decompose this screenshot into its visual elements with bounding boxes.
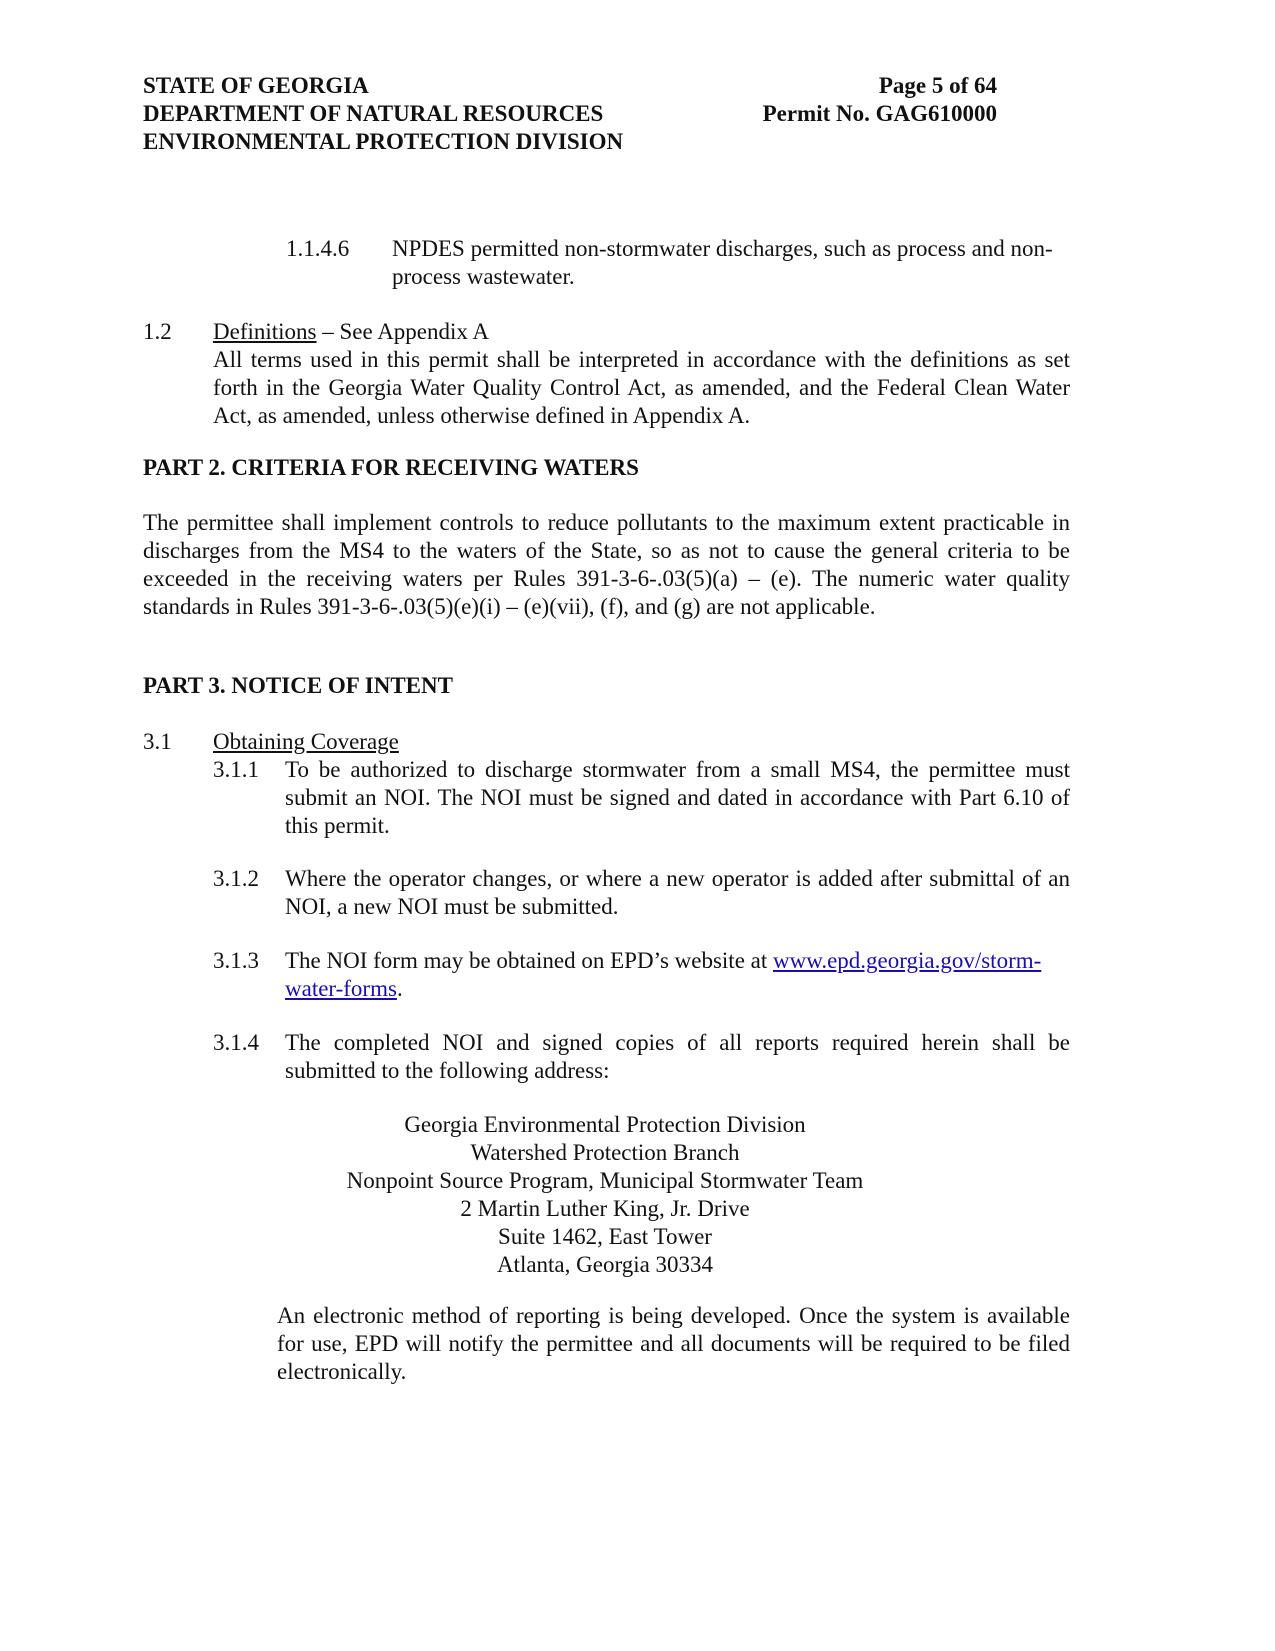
part2-text: The permittee shall implement controls to reduce pollutants to the maximum extent practicable in discharges from the MS4 to the waters of the State, so as not to cause the general criteria to be exceeded in the receiving waters per Rules 391-3-6-.03(5)(a) – (e). The numeric water quality standards in Rules 391-3-6-.03(5)(e)(i) – (e)(vii), (f), and (g) are not applicable. [143,510,1070,619]
section-number-314: 3.1.4 [213,1030,259,1055]
definitions-title-line [213,318,1073,346]
address-line: Suite 1462, East Tower [498,1224,712,1249]
storm-water-forms-link[interactable]: www.epd.georgia.gov/storm-water-forms [285,948,1042,1001]
definitions-title-suffix: – See Appendix A [316,319,489,344]
header-department: DEPARTMENT OF NATURAL RESOURCES [143,101,604,126]
section-number-1146: 1.1.4.6 [286,236,350,261]
mailing-address [305,1111,905,1279]
page-number: Page 5 of 64 [878,73,997,98]
address-line: Watershed Protection Branch [470,1140,740,1165]
permit-number: Permit No. GAG610000 [762,101,997,126]
definitions-title: Definitions [213,319,317,344]
section-text-313-after: . [396,976,403,1001]
section-number-313: 3.1.3 [213,948,259,973]
part3-heading: PART 3. NOTICE OF INTENT [143,673,453,698]
section-text-313-before: The NOI form may be obtained on EPD’s website at [285,948,773,973]
address-line: 2 Martin Luther King, Jr. Drive [460,1196,750,1221]
section-number-311: 3.1.1 [213,757,259,782]
header-division: ENVIRONMENTAL PROTECTION DIVISION [143,129,624,154]
address-line: Georgia Environmental Protection Division [404,1112,806,1137]
section-number-12: 1.2 [143,319,172,344]
section-number-312: 3.1.2 [213,866,259,891]
part2-heading: PART 2. CRITERIA FOR RECEIVING WATERS [143,455,639,480]
section-text-1146: NPDES permitted non-stormwater discharges, such as process and non-process wastewater. [392,236,1053,289]
address-line: Atlanta, Georgia 30334 [496,1252,714,1277]
obtaining-coverage-title: Obtaining Coverage [213,729,399,754]
section-text-314: The completed NOI and signed copies of all reports required herein shall be submitted to the following address: [285,1030,1070,1083]
section-text-313 [285,947,1075,1003]
definitions-text: All terms used in this permit shall be interpreted in accordance with the definitions as set forth in the Georgia Water Quality Control Act, as amended, and the Federal Clean Water Act, as amended, unless otherwise defined in Appendix A. [213,347,1070,428]
electronic-reporting-text: An electronic method of reporting is being developed. Once the system is available for use, EPD will notify the permittee and all documents will be required to be filed electronically. [277,1303,1070,1384]
section-text-311: To be authorized to discharge stormwater from a small MS4, the permittee must submit an NOI. The NOI must be signed and dated in accordance with Part 6.10 of this permit. [285,757,1070,838]
header-agency-block [143,72,703,156]
header-page-block [700,72,997,128]
header-state: STATE OF GEORGIA [143,73,369,98]
section-number-31: 3.1 [143,729,172,754]
section-text-312: Where the operator changes, or where a new operator is added after submittal of an NOI, a new NOI must be submitted. [285,866,1070,919]
address-line: Nonpoint Source Program, Municipal Stormwater Team [346,1168,864,1193]
